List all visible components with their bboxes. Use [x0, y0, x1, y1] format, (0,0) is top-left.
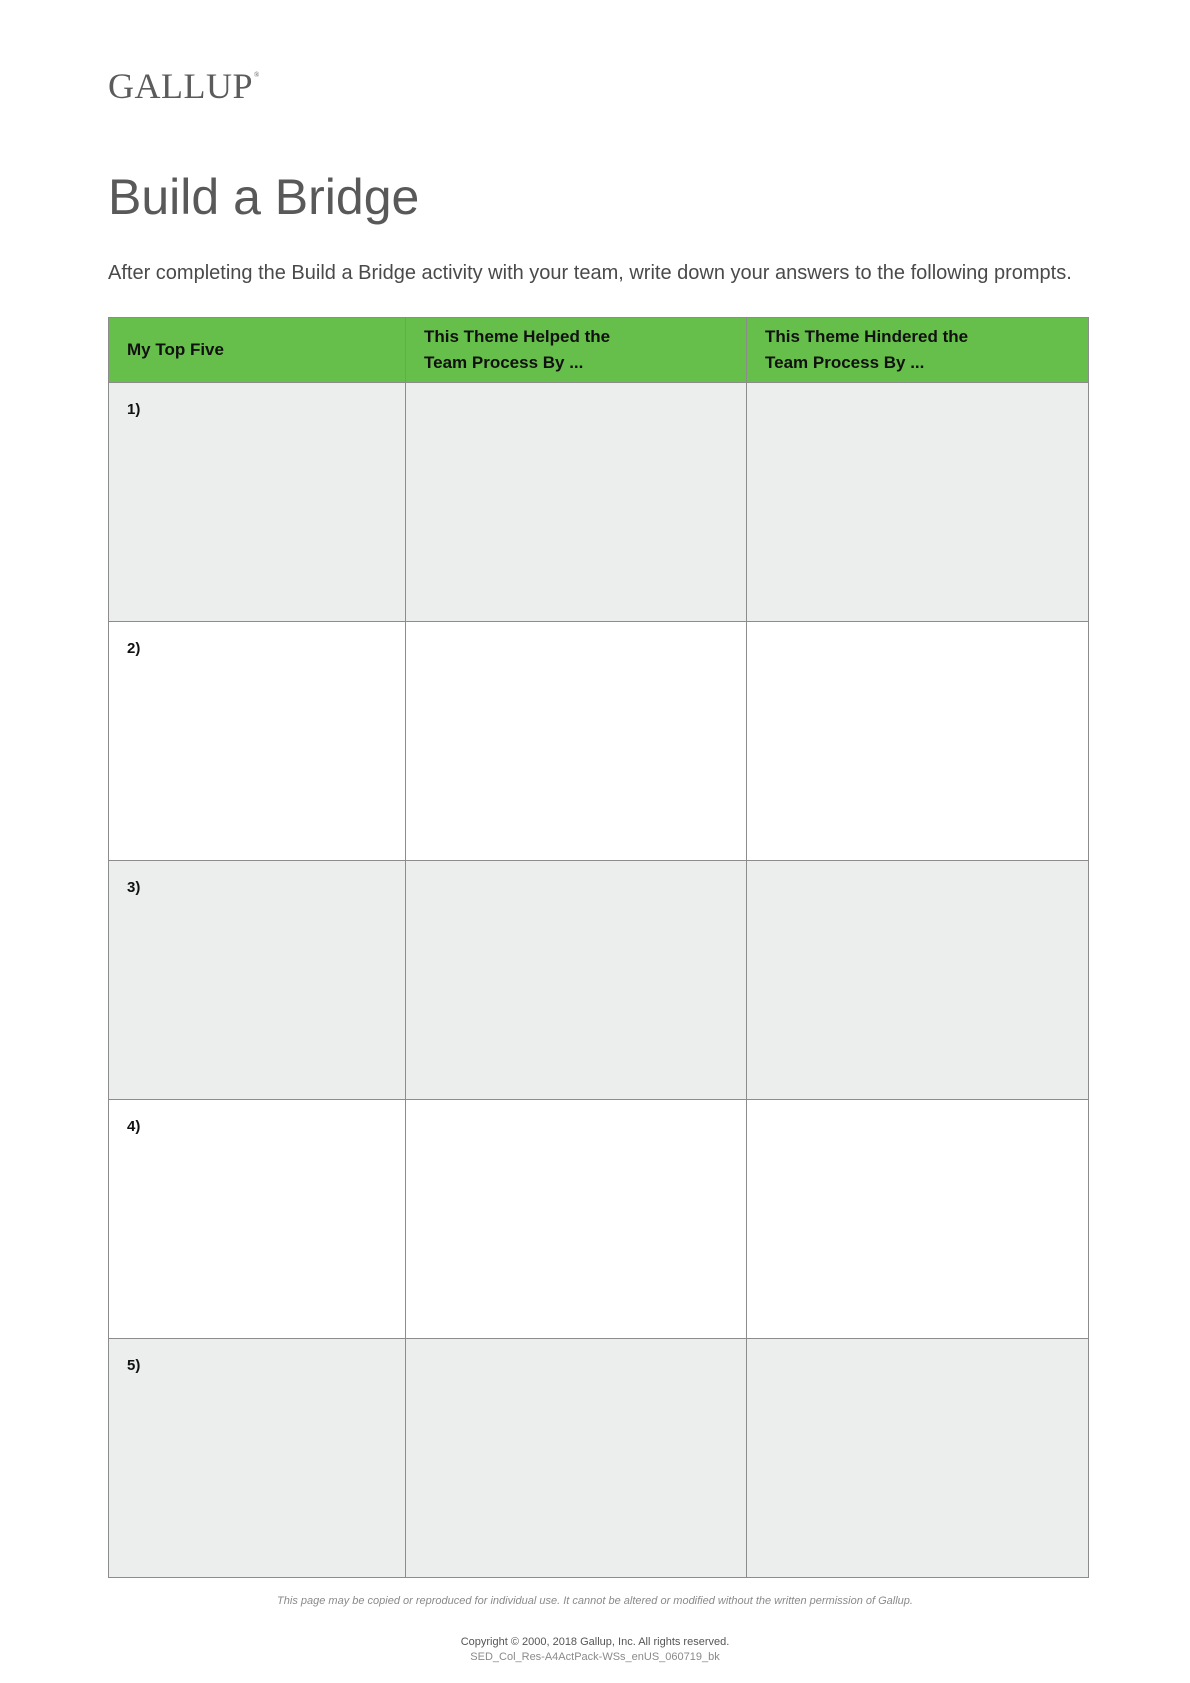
- row-number: 3): [127, 879, 141, 896]
- header-theme-helped: [406, 318, 747, 383]
- theme-cell[interactable]: [109, 861, 406, 1100]
- header-line: My Top Five: [127, 340, 224, 359]
- hindered-cell[interactable]: [747, 1339, 1089, 1578]
- header-line: Team Process By ...: [765, 353, 925, 372]
- document-id: SED_Col_Res-A4ActPack-WSs_enUS_060719_bk: [470, 1651, 720, 1663]
- table-row: [109, 383, 1089, 622]
- row-number: 5): [127, 1357, 141, 1374]
- table-row: [109, 622, 1089, 861]
- page-title: Build a Bridge: [108, 169, 420, 225]
- helped-cell[interactable]: [406, 1339, 747, 1578]
- theme-cell[interactable]: [109, 1100, 406, 1339]
- table-header-row: [109, 318, 1089, 383]
- header-my-top-five: [109, 318, 406, 383]
- header-line: This Theme Helped the: [424, 327, 611, 346]
- hindered-cell[interactable]: [747, 622, 1089, 861]
- table-row: [109, 1339, 1089, 1578]
- registered-mark: ®: [254, 71, 260, 79]
- table-row: [109, 861, 1089, 1100]
- logo-text: GALLUP: [108, 66, 253, 106]
- row-number: 2): [127, 640, 141, 657]
- helped-cell[interactable]: [406, 861, 747, 1100]
- hindered-cell[interactable]: [747, 383, 1089, 622]
- hindered-cell[interactable]: [747, 861, 1089, 1100]
- copyright-text: Copyright © 2000, 2018 Gallup, Inc. All rights reserved.: [460, 1636, 730, 1648]
- theme-cell[interactable]: [109, 1339, 406, 1578]
- helped-cell[interactable]: [406, 622, 747, 861]
- table-row: [109, 1100, 1089, 1339]
- row-number: 1): [127, 401, 141, 418]
- usage-notice: This page may be copied or reproduced for individual use. It cannot be altered or modified without the written permission of Gallup.: [277, 1595, 913, 1607]
- header-line: Team Process By ...: [424, 353, 584, 372]
- header-line: This Theme Hindered the: [765, 327, 969, 346]
- header-theme-hindered: [747, 318, 1089, 383]
- helped-cell[interactable]: [406, 383, 747, 622]
- worksheet-table: [108, 317, 1089, 1578]
- hindered-cell[interactable]: [747, 1100, 1089, 1339]
- intro-text: After completing the Build a Bridge activity with your team, write down your answers to the following prompts.: [108, 262, 1072, 284]
- helped-cell[interactable]: [406, 1100, 747, 1339]
- theme-cell[interactable]: [109, 622, 406, 861]
- row-number: 4): [127, 1118, 141, 1135]
- gallup-logo: [108, 68, 260, 104]
- theme-cell[interactable]: [109, 383, 406, 622]
